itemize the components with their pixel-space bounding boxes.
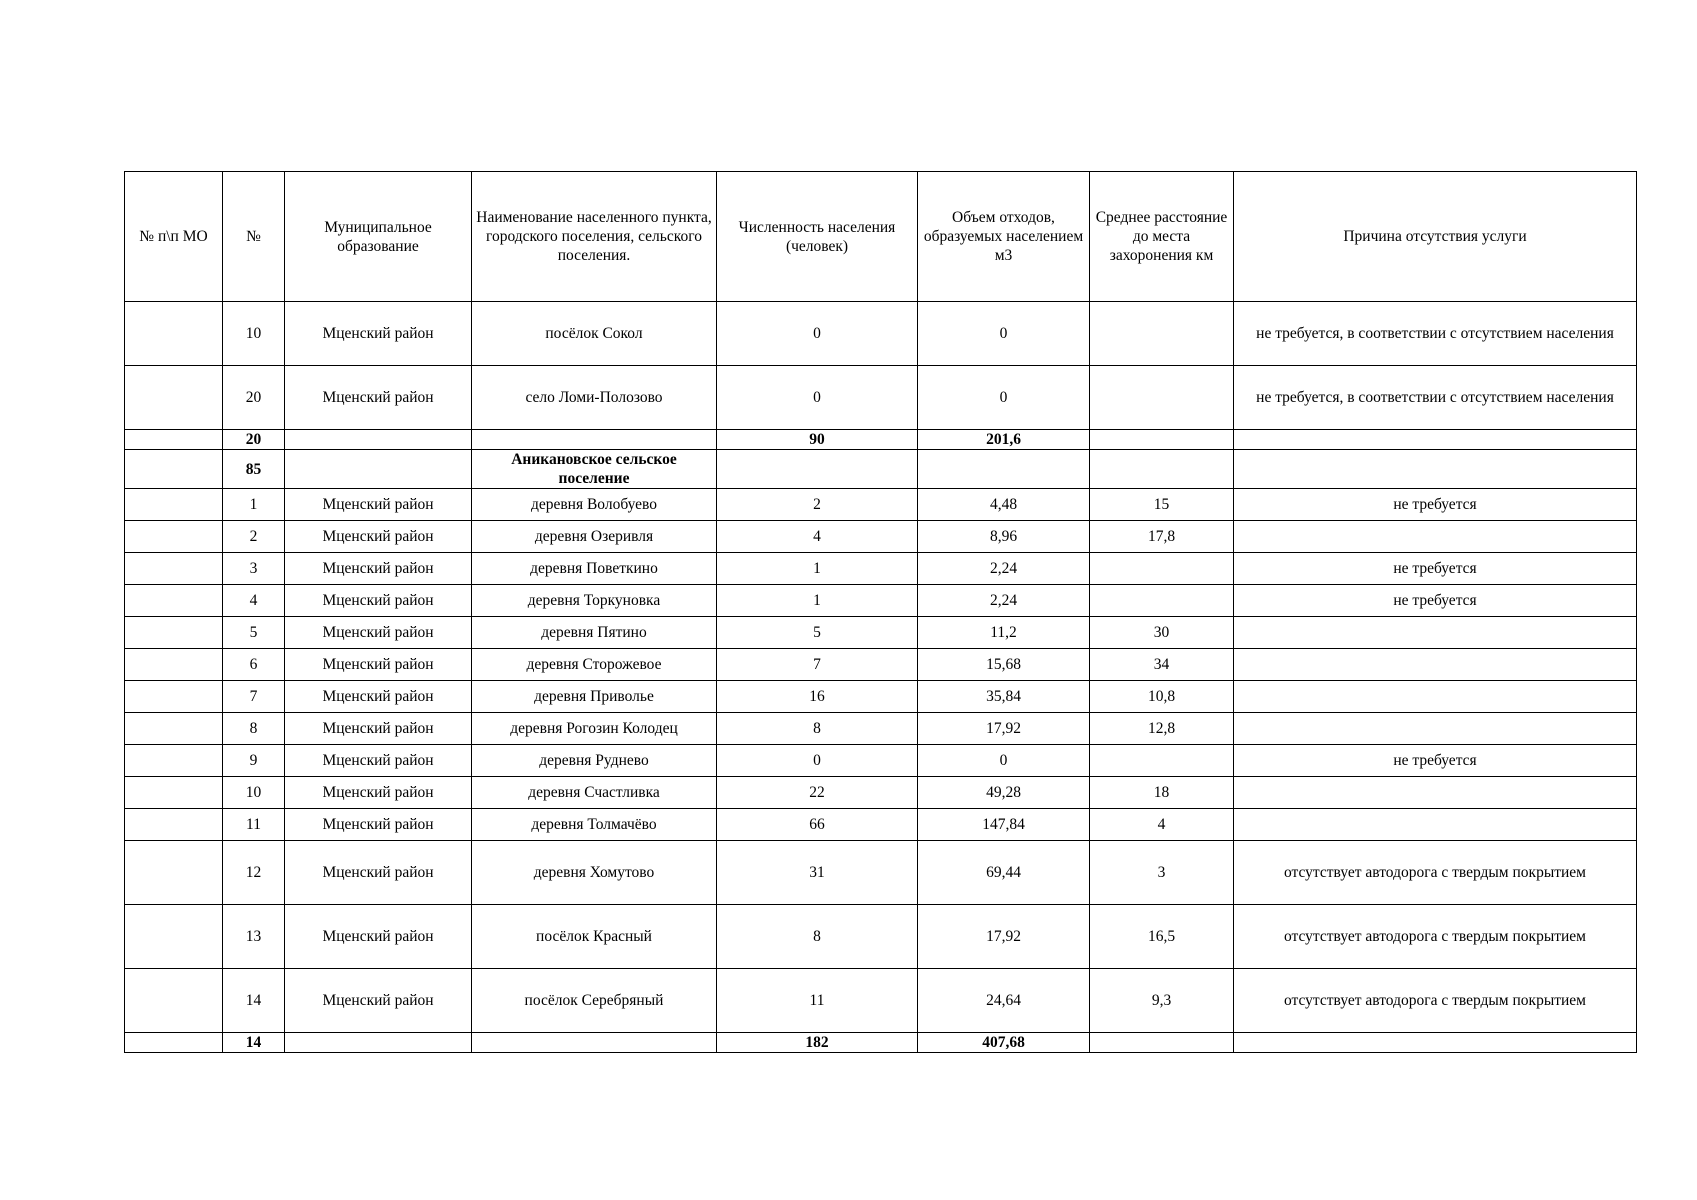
cell-distance bbox=[1090, 1033, 1234, 1053]
table-body bbox=[125, 302, 1637, 1053]
cell-settlement: деревня Сторожевое bbox=[472, 649, 717, 681]
cell-settlement: деревня Рогозин Колодец bbox=[472, 713, 717, 745]
cell-reason: не требуется, в соответствии с отсутствием населения bbox=[1234, 302, 1637, 366]
cell-population: 31 bbox=[717, 841, 918, 905]
cell-waste-volume: 4,48 bbox=[918, 489, 1090, 521]
cell-municipality: Мценский район bbox=[285, 649, 472, 681]
table-row bbox=[125, 777, 1637, 809]
cell-settlement: деревня Поветкино bbox=[472, 553, 717, 585]
cell-mo-number bbox=[125, 969, 223, 1033]
cell-reason: не требуется bbox=[1234, 553, 1637, 585]
cell-settlement: деревня Руднево bbox=[472, 745, 717, 777]
cell-number: 9 bbox=[223, 745, 285, 777]
cell-number: 1 bbox=[223, 489, 285, 521]
cell-municipality: Мценский район bbox=[285, 777, 472, 809]
cell-settlement: деревня Приволье bbox=[472, 681, 717, 713]
cell-distance: 30 bbox=[1090, 617, 1234, 649]
cell-number: 6 bbox=[223, 649, 285, 681]
table-row bbox=[125, 553, 1637, 585]
cell-distance bbox=[1090, 585, 1234, 617]
table-row bbox=[125, 489, 1637, 521]
cell-municipality bbox=[285, 1033, 472, 1053]
cell-reason bbox=[1234, 521, 1637, 553]
cell-number: 7 bbox=[223, 681, 285, 713]
cell-number: 4 bbox=[223, 585, 285, 617]
cell-reason bbox=[1234, 617, 1637, 649]
cell-number: 5 bbox=[223, 617, 285, 649]
cell-waste-volume: 15,68 bbox=[918, 649, 1090, 681]
cell-waste-volume: 201,6 bbox=[918, 430, 1090, 450]
cell-population: 16 bbox=[717, 681, 918, 713]
cell-population: 2 bbox=[717, 489, 918, 521]
cell-population: 7 bbox=[717, 649, 918, 681]
cell-municipality: Мценский район bbox=[285, 366, 472, 430]
cell-municipality: Мценский район bbox=[285, 681, 472, 713]
table-row bbox=[125, 713, 1637, 745]
cell-number: 11 bbox=[223, 809, 285, 841]
cell-municipality bbox=[285, 450, 472, 489]
cell-distance: 10,8 bbox=[1090, 681, 1234, 713]
cell-number: 12 bbox=[223, 841, 285, 905]
cell-population: 0 bbox=[717, 745, 918, 777]
cell-reason: не требуется bbox=[1234, 745, 1637, 777]
cell-municipality: Мценский район bbox=[285, 521, 472, 553]
cell-reason: не требуется, в соответствии с отсутствием населения bbox=[1234, 366, 1637, 430]
table-row bbox=[125, 302, 1637, 366]
cell-settlement: деревня Пятино bbox=[472, 617, 717, 649]
cell-municipality: Мценский район bbox=[285, 809, 472, 841]
cell-mo-number bbox=[125, 649, 223, 681]
cell-mo-number bbox=[125, 489, 223, 521]
cell-municipality: Мценский район bbox=[285, 302, 472, 366]
cell-distance bbox=[1090, 366, 1234, 430]
cell-settlement: деревня Озеривля bbox=[472, 521, 717, 553]
cell-reason bbox=[1234, 713, 1637, 745]
cell-number: 8 bbox=[223, 713, 285, 745]
cell-settlement: деревня Толмачёво bbox=[472, 809, 717, 841]
cell-waste-volume: 49,28 bbox=[918, 777, 1090, 809]
cell-reason: отсутствует автодорога с твердым покрытием bbox=[1234, 841, 1637, 905]
cell-mo-number bbox=[125, 745, 223, 777]
cell-population: 22 bbox=[717, 777, 918, 809]
cell-waste-volume: 69,44 bbox=[918, 841, 1090, 905]
cell-number: 20 bbox=[223, 430, 285, 450]
header-number: № bbox=[223, 172, 285, 302]
cell-distance: 3 bbox=[1090, 841, 1234, 905]
cell-population bbox=[717, 450, 918, 489]
cell-waste-volume: 17,92 bbox=[918, 905, 1090, 969]
table-row bbox=[125, 809, 1637, 841]
cell-settlement: деревня Хомутово bbox=[472, 841, 717, 905]
cell-mo-number bbox=[125, 553, 223, 585]
cell-settlement: Аникановское сельское поселение bbox=[472, 450, 717, 489]
cell-municipality: Мценский район bbox=[285, 969, 472, 1033]
cell-waste-volume: 8,96 bbox=[918, 521, 1090, 553]
cell-mo-number bbox=[125, 905, 223, 969]
table-row bbox=[125, 617, 1637, 649]
cell-distance bbox=[1090, 450, 1234, 489]
table-section-row bbox=[125, 450, 1637, 489]
cell-reason: не требуется bbox=[1234, 489, 1637, 521]
cell-reason: отсутствует автодорога с твердым покрытием bbox=[1234, 969, 1637, 1033]
cell-settlement: село Ломи-Полозово bbox=[472, 366, 717, 430]
header-settlement-name: Наименование населенного пункта, городского поселения, сельского поселения. bbox=[472, 172, 717, 302]
cell-settlement: посёлок Серебряный bbox=[472, 969, 717, 1033]
cell-settlement: посёлок Сокол bbox=[472, 302, 717, 366]
cell-number: 2 bbox=[223, 521, 285, 553]
cell-reason bbox=[1234, 450, 1637, 489]
cell-number: 10 bbox=[223, 777, 285, 809]
cell-distance: 18 bbox=[1090, 777, 1234, 809]
cell-waste-volume: 24,64 bbox=[918, 969, 1090, 1033]
cell-reason bbox=[1234, 777, 1637, 809]
table-row bbox=[125, 841, 1637, 905]
cell-municipality: Мценский район bbox=[285, 745, 472, 777]
header-waste-volume: Объем отходов, образуемых населением м3 bbox=[918, 172, 1090, 302]
cell-number: 10 bbox=[223, 302, 285, 366]
table-row bbox=[125, 681, 1637, 713]
cell-population: 0 bbox=[717, 366, 918, 430]
cell-settlement: посёлок Красный bbox=[472, 905, 717, 969]
table-header-row bbox=[125, 172, 1637, 302]
header-municipality: Муниципальное образование bbox=[285, 172, 472, 302]
header-mo-number: № п\п МО bbox=[125, 172, 223, 302]
cell-reason: не требуется bbox=[1234, 585, 1637, 617]
cell-population: 4 bbox=[717, 521, 918, 553]
cell-mo-number bbox=[125, 1033, 223, 1053]
cell-waste-volume: 2,24 bbox=[918, 553, 1090, 585]
cell-reason bbox=[1234, 649, 1637, 681]
cell-municipality: Мценский район bbox=[285, 841, 472, 905]
cell-reason bbox=[1234, 681, 1637, 713]
header-distance: Среднее расстояние до места захоронения км bbox=[1090, 172, 1234, 302]
cell-mo-number bbox=[125, 713, 223, 745]
cell-population: 8 bbox=[717, 713, 918, 745]
cell-distance bbox=[1090, 430, 1234, 450]
cell-reason bbox=[1234, 1033, 1637, 1053]
cell-population: 0 bbox=[717, 302, 918, 366]
cell-number: 14 bbox=[223, 1033, 285, 1053]
cell-reason bbox=[1234, 809, 1637, 841]
cell-municipality: Мценский район bbox=[285, 553, 472, 585]
cell-reason: отсутствует автодорога с твердым покрытием bbox=[1234, 905, 1637, 969]
cell-mo-number bbox=[125, 302, 223, 366]
cell-number: 14 bbox=[223, 969, 285, 1033]
cell-distance bbox=[1090, 553, 1234, 585]
cell-municipality: Мценский район bbox=[285, 713, 472, 745]
cell-number: 20 bbox=[223, 366, 285, 430]
cell-mo-number bbox=[125, 450, 223, 489]
cell-distance: 34 bbox=[1090, 649, 1234, 681]
cell-number: 85 bbox=[223, 450, 285, 489]
cell-settlement: деревня Волобуево bbox=[472, 489, 717, 521]
cell-distance: 9,3 bbox=[1090, 969, 1234, 1033]
cell-settlement: деревня Счастливка bbox=[472, 777, 717, 809]
cell-distance bbox=[1090, 302, 1234, 366]
cell-waste-volume: 2,24 bbox=[918, 585, 1090, 617]
table-row bbox=[125, 649, 1637, 681]
cell-waste-volume: 147,84 bbox=[918, 809, 1090, 841]
table-row bbox=[125, 905, 1637, 969]
cell-population: 1 bbox=[717, 585, 918, 617]
table-row bbox=[125, 521, 1637, 553]
header-population: Численность населения (человек) bbox=[717, 172, 918, 302]
cell-number: 13 bbox=[223, 905, 285, 969]
table-row bbox=[125, 745, 1637, 777]
cell-distance: 15 bbox=[1090, 489, 1234, 521]
cell-mo-number bbox=[125, 430, 223, 450]
table-row bbox=[125, 585, 1637, 617]
cell-settlement bbox=[472, 1033, 717, 1053]
cell-waste-volume bbox=[918, 450, 1090, 489]
cell-distance: 12,8 bbox=[1090, 713, 1234, 745]
cell-population: 8 bbox=[717, 905, 918, 969]
cell-municipality: Мценский район bbox=[285, 617, 472, 649]
cell-municipality: Мценский район bbox=[285, 905, 472, 969]
cell-waste-volume: 407,68 bbox=[918, 1033, 1090, 1053]
cell-distance: 4 bbox=[1090, 809, 1234, 841]
cell-population: 66 bbox=[717, 809, 918, 841]
cell-reason bbox=[1234, 430, 1637, 450]
cell-waste-volume: 0 bbox=[918, 302, 1090, 366]
cell-mo-number bbox=[125, 841, 223, 905]
cell-municipality bbox=[285, 430, 472, 450]
table-total-row bbox=[125, 1033, 1637, 1053]
cell-mo-number bbox=[125, 777, 223, 809]
cell-mo-number bbox=[125, 585, 223, 617]
cell-mo-number bbox=[125, 521, 223, 553]
document-sheet bbox=[124, 171, 1636, 1053]
cell-number: 3 bbox=[223, 553, 285, 585]
cell-population: 1 bbox=[717, 553, 918, 585]
cell-population: 5 bbox=[717, 617, 918, 649]
cell-waste-volume: 11,2 bbox=[918, 617, 1090, 649]
cell-population: 11 bbox=[717, 969, 918, 1033]
cell-population: 90 bbox=[717, 430, 918, 450]
cell-distance bbox=[1090, 745, 1234, 777]
cell-mo-number bbox=[125, 681, 223, 713]
cell-settlement: деревня Торкуновка bbox=[472, 585, 717, 617]
cell-mo-number bbox=[125, 366, 223, 430]
waste-data-table bbox=[124, 171, 1637, 1053]
cell-mo-number bbox=[125, 617, 223, 649]
table-row bbox=[125, 366, 1637, 430]
cell-population: 182 bbox=[717, 1033, 918, 1053]
cell-settlement bbox=[472, 430, 717, 450]
cell-waste-volume: 0 bbox=[918, 745, 1090, 777]
cell-municipality: Мценский район bbox=[285, 489, 472, 521]
cell-waste-volume: 35,84 bbox=[918, 681, 1090, 713]
header-reason: Причина отсутствия услуги bbox=[1234, 172, 1637, 302]
cell-distance: 16,5 bbox=[1090, 905, 1234, 969]
cell-waste-volume: 17,92 bbox=[918, 713, 1090, 745]
cell-waste-volume: 0 bbox=[918, 366, 1090, 430]
cell-municipality: Мценский район bbox=[285, 585, 472, 617]
cell-distance: 17,8 bbox=[1090, 521, 1234, 553]
table-row bbox=[125, 969, 1637, 1033]
cell-mo-number bbox=[125, 809, 223, 841]
table-total-row bbox=[125, 430, 1637, 450]
